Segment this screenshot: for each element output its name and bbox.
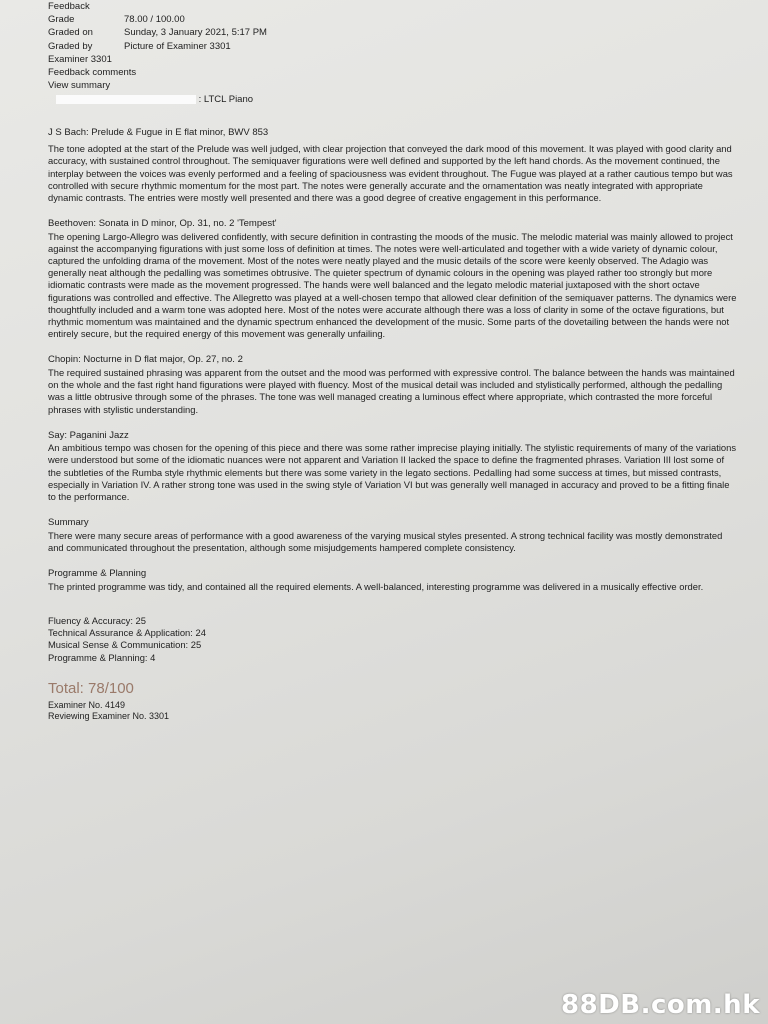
section-title: Chopin: Nocturne in D flat major, Op. 27, no. 2: [48, 354, 243, 366]
section-beethoven: [48, 218, 738, 340]
section-programme: [48, 568, 738, 593]
section-bach: [48, 127, 738, 205]
reviewing-examiner: Reviewing Examiner No. 3301: [48, 711, 170, 722]
grade-row: [48, 13, 738, 26]
graded-on-key: Graded on: [48, 27, 93, 39]
graded-by-key: Graded by: [48, 40, 93, 52]
score-line: Programme & Planning: 4: [48, 651, 156, 663]
exam-name: : LTCL Piano: [198, 94, 254, 106]
section-paganini: [48, 430, 738, 504]
score-breakdown: [48, 615, 738, 664]
section-chopin: [48, 354, 738, 415]
feedback-comments-label: Feedback comments: [48, 67, 137, 79]
score-line: Technical Assurance & Application: 24: [48, 627, 206, 639]
graded-on-row: [48, 26, 738, 39]
score-line: Musical Sense & Communication: 25: [48, 639, 202, 651]
grade-value: 78.00 / 100.00: [124, 14, 185, 26]
feedback-header: [48, 0, 738, 107]
examiner-label: Examiner 3301: [48, 53, 112, 65]
section-title: Programme & Planning: [48, 568, 147, 580]
section-summary: [48, 517, 738, 554]
graded-on-value: Sunday, 3 January 2021, 5:17 PM: [124, 27, 267, 39]
section-text: The required sustained phrasing was apparent from the outset and the mood was performed with expressive control. The balance between the hands was maintained on the whole and the fast right hand figurations were played with fluency. Most of the musical detail was included and stylistically performed, although the pedalling was a little obtrusive through some of the phrases. The tone was well managed creating a luminous effect where appropriate, which contrasted the more forceful phrases with stylistic understanding.: [48, 366, 735, 415]
examiner-footer: [48, 700, 738, 723]
section-text: The printed programme was tidy, and contained all the required elements. A well-balanced, interesting programme was delivered in a musically effective order.: [48, 580, 704, 592]
view-summary-link[interactable]: View summary: [48, 80, 111, 92]
graded-by-value: Picture of Examiner 3301: [124, 40, 231, 52]
section-text: There were many secure areas of performance with a good awareness of the varying musical styles presented. A strong technical facility was mostly demonstrated and communicated throughout the presentation, although some misjudgements hampered complete consistency.: [48, 529, 723, 553]
section-title: J S Bach: Prelude & Fugue in E flat minor, BWV 853: [48, 126, 269, 138]
section-text: The tone adopted at the start of the Prelude was well judged, with clear projection that conveyed the dark mood of this movement. It was played with good clarity and accuracy, with sustained control throughout. The semiquaver figurations were well defined and supported by the left hand chords. As the movement continued, the interplay between the voices was evenly performed and a feeling of spaciousness was evident throughout. The Fugue was played at a rather cautious tempo but was controlled with secure rhythmic momentum for the most part. The notes were generally accurate and the ornamentation was neatly integrated with appropriate dynamic contrasts. The entries were mostly well presented and there was a good degree of creative engagement in this performance.: [48, 143, 733, 203]
section-text: The opening Largo-Allegro was delivered confidently, with secure definition in contrasting the moods of the music. The melodic material was mainly allowed to project against the accompanying figurations with just some loss of definition at times. The notes were well-articulated and together with a wide variety of dynamic colour, captured the unfolding drama of the movement. Most of the notes were neatly played and the music details of the score were keenly observed. The Adagio was generally neat although the pedalling was sometimes obtrusive. The quieter spectrum of dynamic colours in the opening was played rather too strongly but more idiomatic contrasts were made as the movement progressed. The hands were well balanced and the legato melodic material juxtaposed with the short octave figurations was controlled and effective. The Allegretto was played at a well-chosen tempo that allowed clear definition of the semiquaver patterns. The dynamics were thoughtfully included and a warm tone was adopted here. Most of the notes were accurate although there was a loss of clarity in some of the octave figurations, but rhythmic momentum was maintained and the dynamic spectrum enhanced the development of the music. Some parts of the dovetailing between the hands were not entirely secure, but the required energy of this movement was generally unfailing.: [48, 230, 737, 340]
total-score: Total: 78/100: [48, 679, 134, 697]
section-title: Summary: [48, 517, 89, 529]
feedback-label: Feedback: [48, 1, 90, 12]
site-watermark: 88DB.com.hk: [560, 990, 760, 1020]
section-title: Beethoven: Sonata in D minor, Op. 31, no. 2 'Tempest': [48, 218, 277, 230]
grade-key: Grade: [48, 14, 75, 26]
redacted-candidate-name: [56, 95, 196, 104]
exam-name-row: [48, 93, 738, 106]
score-line: Fluency & Accuracy: 25: [48, 614, 146, 626]
section-title: Say: Paganini Jazz: [48, 429, 129, 441]
graded-by-row: [48, 40, 738, 53]
section-text: An ambitious tempo was chosen for the opening of this piece and there was some rather imprecise playing initially. The stylistic requirements of many of the variations were understood but some of the idiomatic nuances were not apparent and Variation II lacked the space to define the fragmented phrases. Variation III lost some of the subtleties of the Rumba style rhythmic elements but there was some variety in the legato sections. Pedalling had some success at times, but missed contrasts, especially in Variation IV. A rather strong tone was used in the swing style of Variation VI but was generally well managed in accuracy and proved to be a fitting finale to the performance.: [48, 442, 737, 503]
examiner-number: Examiner No. 4149: [48, 699, 126, 710]
